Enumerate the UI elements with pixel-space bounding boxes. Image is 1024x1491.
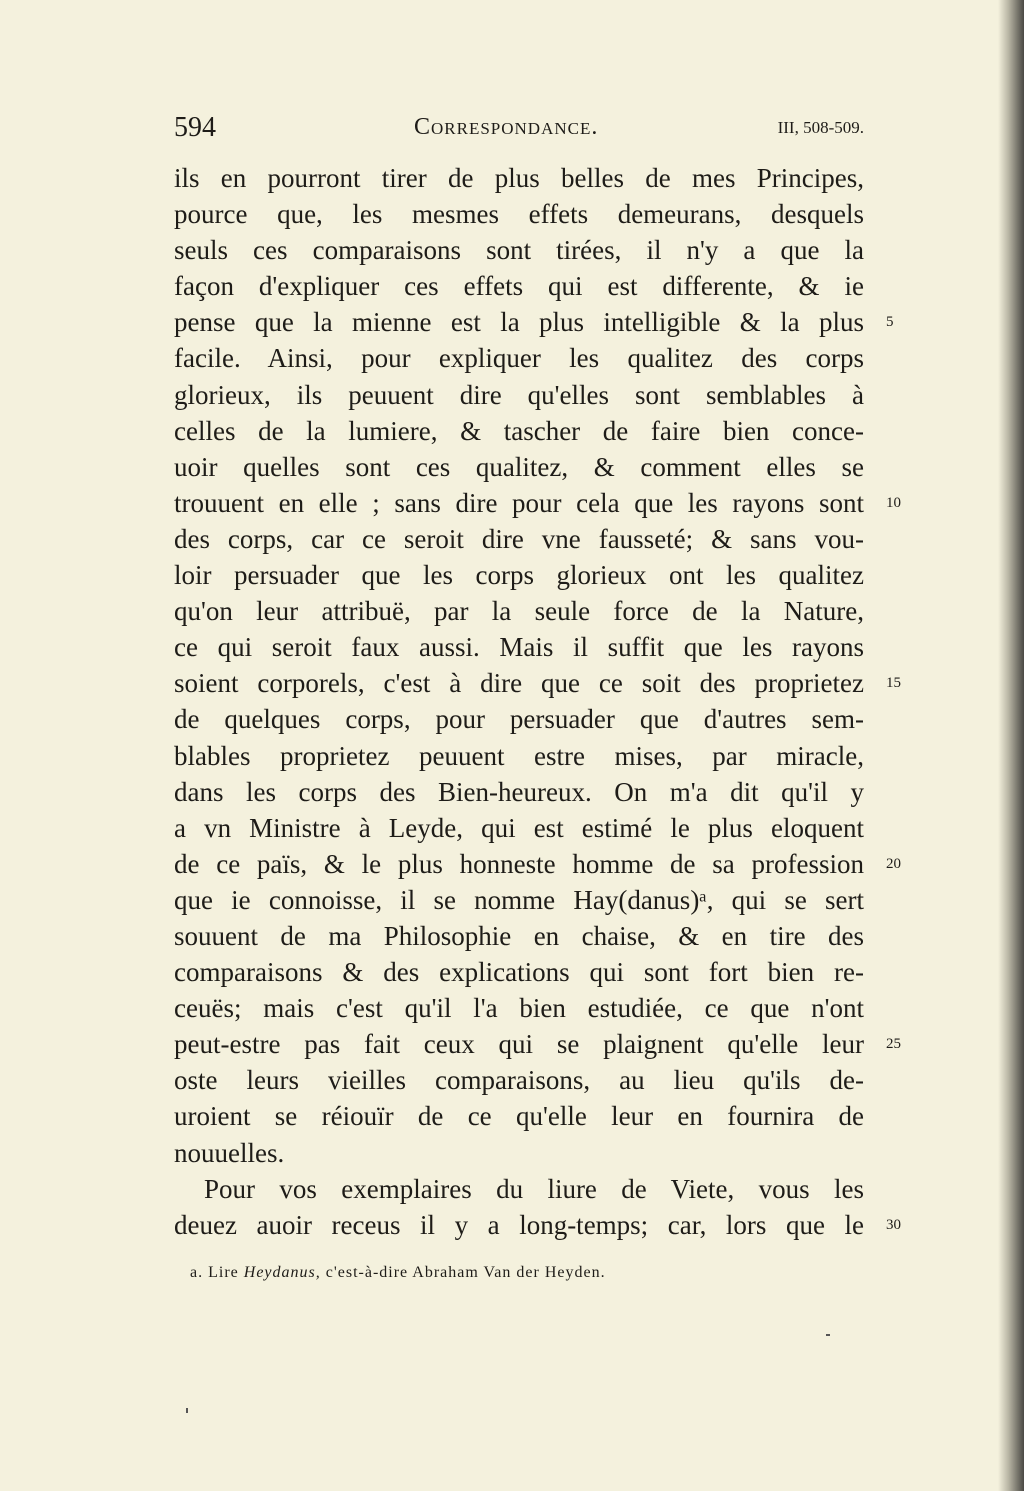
running-title: Correspondance.	[414, 114, 599, 140]
line-number: 15	[886, 675, 901, 692]
line-number: 10	[886, 494, 901, 511]
text-line: de ce païs, & le plus honneste homme de sa profession 20	[174, 846, 864, 882]
text-line: de quelques corps, pour persuader que d'autres sem-	[174, 704, 864, 735]
text-line: des corps, car ce seroit dire vne fausseté; & sans vou-	[174, 523, 864, 554]
footnote-name: Heydanus,	[243, 1264, 321, 1281]
page-reference: III, 508-509.	[777, 118, 864, 137]
text-line: dans les corps des Bien-heureux. On m'a dit qu'il y	[174, 776, 864, 807]
text-line: souuent de ma Philosophie en chaise, & en tire des	[174, 920, 864, 951]
text-line: façon d'expliquer ces effets qui est differente, & ie	[174, 271, 864, 302]
footnote-text: c'est-à-dire Abraham Van der Heyden.	[325, 1264, 606, 1281]
footnote-lead: Lire	[208, 1264, 239, 1281]
text-line: celles de la lumiere, & tascher de faire bien conce-	[174, 415, 864, 446]
line-number: 30	[886, 1216, 901, 1233]
text-line: loir persuader que les corps glorieux ont les qualitez	[174, 560, 864, 591]
text-line: facile. Ainsi, pour expliquer les qualitez des corps	[174, 343, 864, 374]
text-line: oste leurs vieilles comparaisons, au lieu qu'ils de-	[174, 1065, 864, 1096]
text-line: pense que la mienne est la plus intelligible & la plus 5	[174, 304, 864, 340]
text-line: trouuent en elle ; sans dire pour cela que les rayons sont 10	[174, 485, 864, 521]
text-line: qu'on leur attribuë, par la seule force de la Nature,	[174, 596, 864, 627]
text-line: Pour vos exemplaires du liure de Viete, vous les	[204, 1173, 864, 1204]
text-line: nouuelles.	[174, 1137, 285, 1168]
text-line: ceuës; mais c'est qu'il l'a bien estudiée, ce que n'ont	[174, 993, 864, 1024]
page-edge-shadow	[998, 0, 1024, 1491]
line-number: 25	[886, 1036, 901, 1053]
text-line: seuls ces comparaisons sont tirées, il n'y a que la	[174, 235, 864, 266]
text-line: uroient se réiouïr de ce qu'elle leur en fournira de	[174, 1101, 864, 1132]
footnote	[190, 1264, 870, 1282]
text-line: blables proprietez peuuent estre mises, par miracle,	[174, 740, 864, 771]
ink-speck	[826, 1334, 830, 1336]
text-line: soient corporels, c'est à dire que ce soit des proprietez 15	[174, 665, 864, 701]
text-line: uoir quelles sont ces qualitez, & comment elles se	[174, 451, 864, 482]
text-line: que ie connoisse, il se nomme Hay(danus)ᵃ, qui se sert	[174, 884, 864, 915]
text-line: comparaisons & des explications qui sont fort bien re-	[174, 957, 864, 988]
footnote-marker: a.	[190, 1264, 204, 1281]
page-header	[174, 112, 864, 152]
page-number: 594	[174, 112, 216, 143]
text-line: ce qui seroit faux aussi. Mais il suffit que les rayons	[174, 632, 864, 663]
text-line: deuez auoir receus il y a long-temps; car, lors que le 30	[174, 1207, 864, 1243]
ink-speck	[186, 1408, 188, 1413]
text-line: a vn Ministre à Leyde, qui est estimé le plus eloquent	[174, 812, 864, 843]
line-number: 20	[886, 855, 901, 872]
text-line: glorieux, ils peuuent dire qu'elles sont semblables à	[174, 379, 864, 410]
text-line: peut-estre pas fait ceux qui se plaignent qu'elle leur 25	[174, 1026, 864, 1062]
body-text	[174, 160, 901, 1243]
line-number: 5	[886, 314, 894, 331]
text-line: ils en pourront tirer de plus belles de mes Principes,	[174, 163, 864, 193]
text-line: pource que, les mesmes effets demeurans, desquels	[174, 199, 864, 230]
